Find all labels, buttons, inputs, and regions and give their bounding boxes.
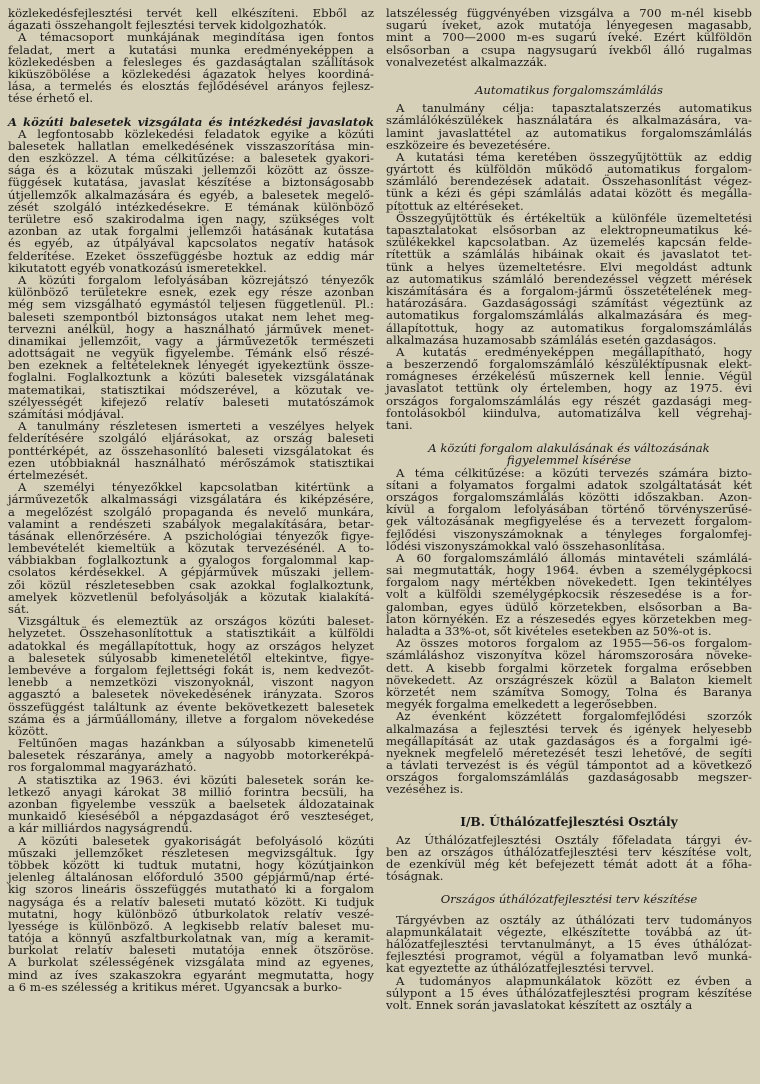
text-line: Az Úthálózatfejlesztési Osztály főfeladata tárgyi év- — [396, 832, 752, 847]
text-line: közlekedésben a felesleges és gazdaságtalan szállítások — [8, 54, 374, 69]
continuation-paragraph — [386, 7, 752, 68]
left-column — [8, 7, 374, 993]
text-line: tünk a helyes üzemeltetésre. Elvi megoldást adtunk — [386, 259, 752, 274]
paragraph — [386, 212, 752, 346]
paragraph — [386, 346, 752, 431]
text-line: letkező anyagi károkat 38 millió forintra becsüli, ha — [8, 784, 374, 799]
paragraph — [8, 835, 374, 993]
text-line: és egyéb, az útpályával kapcsolatos negatív hatások — [8, 236, 374, 251]
intro-paragraph-end — [8, 7, 374, 31]
text-line: országos forgalomszámlálás közötti időszakban. Azon- — [386, 489, 752, 504]
text-line: tatója a könnyű aszfaltburkolatnak van, míg a keramit- — [8, 931, 374, 946]
text-line: matematikai, statisztikai módszerével, a közutak ve- — [8, 382, 374, 397]
text-line: Tárgyévben az osztály az úthálózati terv tudományos — [396, 912, 752, 927]
text-line: között. — [8, 723, 49, 738]
text-line: tani. — [386, 418, 413, 432]
text-line: tése érhető el. — [8, 91, 94, 106]
text-line: nagysága és a relatív baleseti mutató között. Ki tudjuk — [8, 894, 374, 909]
text-line: A tanulmány részletesen ismerteti a veszélyes helyek — [18, 419, 374, 434]
text-line: lembevételét kiemeltük a közutak tervezésénél. A to- — [8, 541, 374, 556]
text-line: összefüggést találtunk az évente bekövetkezett balesetek — [8, 699, 374, 714]
section-auto-counting-body — [386, 102, 752, 431]
text-line: adatokkal és megállapítottuk, hogy az országos helyzet — [8, 638, 374, 653]
text-line: A kutatás eredményeképpen megállapítható, hogy — [396, 344, 752, 359]
text-line: kat egyeztette az úthálózatfejlesztési tervvel. — [386, 961, 655, 976]
text-line: kívül a forgalom lefolyásában történő törvényszerűsé- — [386, 502, 752, 517]
text-line: galomban, egyes üdülő körzetekben, elsősorban a Ba- — [386, 599, 752, 614]
text-line: mutatni, hogy különböző útburkolatok relatív veszé- — [8, 906, 374, 921]
text-line: Feltűnően magas hazánkban a súlyosabb kimenetelű — [18, 736, 374, 751]
text-line: lembevéve a forgalom fejlettségi fokát is, nem kedvezőt- — [8, 662, 374, 677]
paragraph — [8, 420, 374, 481]
text-line: feladat, mert a kutatási munka eredményeképpen a — [8, 42, 374, 57]
text-line: laton környékén. Ez a részesedés egyes körzetekben meg- — [386, 611, 752, 626]
section-road-network-dept-body — [386, 834, 752, 883]
text-line: a 6 m-es szélesség a kritikus méret. Ugyancsak a burko- — [8, 979, 342, 994]
text-line: az automatikus számláló berendezéssel végzett mérések — [386, 271, 752, 286]
text-line: amelyek közvetlenül befolyásolják a közutak kialakítá- — [8, 589, 374, 604]
text-line: ros forgalommal magyarázható. — [8, 760, 197, 775]
text-line: valamint a rendészeti szabályok megalakítására, betar- — [8, 516, 374, 531]
text-line: latszélesség függvényében vizsgálva a 700 m-nél kisebb — [386, 6, 752, 20]
text-line: de ezenkívül még két befejezett témát adott át a főha- — [386, 857, 752, 871]
text-line: fontolásokból kiindulva, automatizálva kell végrehaj- — [386, 405, 752, 420]
text-line: fejlesztési programot, végül a folyamatban levő munká- — [386, 949, 752, 964]
text-line: A személyi tényezőkkel kapcsolatban kitértünk a — [18, 480, 374, 495]
text-line: ben ezeknek a feltételeknek lényegét igyekeztünk össze- — [8, 358, 374, 373]
text-line: sága és a közutak műszaki jellemzői között az össze- — [8, 163, 374, 178]
text-line: lődési viszonyszámokkal való összehasonlítása. — [386, 538, 666, 553]
text-line: rítettük a számlálás hibáinak okait és javaslatot tet- — [386, 247, 752, 262]
text-line: országos forgalomszámlálás gazdaságosabb megszer- — [386, 770, 752, 785]
text-line: balesetek hallatlan emelkedésének visszaszorítása min- — [8, 138, 374, 153]
text-line: alkalmazása huzamosabb számlálás esetén gazdaságos. — [386, 332, 717, 347]
text-line: ezen utóbbiaknál használható mérőszámok statisztikai — [8, 455, 374, 470]
text-line: különböző területekre esnek, ezek egy része azonban — [8, 285, 374, 300]
text-line: aggasztó a balesetek növekedésének irányzata. Szoros — [8, 687, 374, 702]
paragraph — [386, 151, 752, 212]
text-line: volt a külföldi személygépkocsik részesedése is a for- — [386, 587, 752, 602]
text-line: ágazati összehangolt fejlesztési tervek kidolgozhatók. — [8, 18, 327, 33]
text-line: pítottuk az eltéréseket. — [386, 198, 524, 213]
text-line: forgalom nagy mértékben növekedett. Igen tekintélyes — [386, 575, 752, 590]
text-line: hálózatfejlesztési tervtanulmányt, a 15 éves úthálózat- — [386, 936, 752, 951]
text-line: ponttérképét, az összehasonlító baleseti vizsgálatokat és — [8, 443, 374, 458]
section-heading-traffic-trends-1: A közúti forgalom alakulásának és változásának — [428, 441, 710, 456]
paragraph — [8, 481, 374, 615]
text-line: ben az országos úthálózatfejlesztési terv készítése volt, — [386, 844, 752, 859]
text-line: csolatos kérdésekkel. A gépjárművek műszaki jellem- — [8, 565, 374, 580]
text-line: A tanulmány célja: tapasztalatszerzés automatikus — [396, 101, 752, 116]
text-line: a kár milliárdos nagyságrendű. — [8, 821, 193, 836]
text-line: azonban figyelembe vesszük a baelsetek áldozatainak — [8, 797, 374, 811]
paragraph — [386, 637, 752, 710]
text-line: alapmunkálatait végezte, elkészítette továbbá az út- — [386, 924, 752, 939]
text-line: vonalvezetést alkalmazzák. — [386, 54, 548, 69]
text-line: nyeknek megfelelő méretezését teszi lehetővé, de segíti — [386, 745, 752, 760]
text-line: javaslatot tettünk oly értelemben, hogy az 1975. évi — [386, 381, 752, 396]
paragraph — [386, 975, 752, 1012]
text-line: lyessége is különböző. A legkisebb relatív baleset mu- — [8, 918, 374, 933]
text-line: vezéséhez is. — [386, 782, 464, 797]
text-line: A közúti balesetek gyakoriságát befolyásoló közúti — [18, 833, 374, 848]
text-line: azonban az utak forgalmi jellemzői hatásának kutatása — [8, 224, 374, 239]
paragraph — [8, 274, 374, 420]
text-line: felderítése. Ezeket összefüggésbe hoztuk az eddig már — [8, 248, 374, 263]
section-traffic-trends-body — [386, 467, 752, 796]
section-heading-accidents: A közúti balesetek vizsgálata és intézkedési javaslatok — [8, 114, 374, 129]
text-line: Összegyűjtöttük és értékeltük a különféle üzemeltetési — [396, 210, 752, 225]
paragraph — [386, 710, 752, 795]
text-line: kiküszöbölése a közlekedési ágazatok helyes koordiná- — [8, 66, 374, 81]
text-line: zését szolgáló intézkedésekre. E témának különböző — [8, 199, 374, 214]
text-line: foglalni. Foglalkoztunk a közúti balesetek vizsgálatának — [8, 370, 374, 385]
text-line: kig szoros lineáris összefüggés mutatható ki a forgalom — [8, 882, 374, 897]
text-line: Az évenként közzétett forgalomfejlődési szorzók — [396, 709, 752, 724]
text-line: súlypont a 15 éves úthálózatfejlesztési program készítése — [386, 985, 752, 1000]
section-heading-traffic-trends-2: figyelemmel kísérése — [506, 453, 632, 468]
text-line: vábbiakban foglalkoztunk a gyalogos forgalommal kap- — [8, 553, 374, 568]
section-accidents-body — [8, 128, 374, 993]
text-line: A 60 forgalomszámláló állomás mintavételi számlálá- — [396, 550, 752, 565]
text-line: a balesetek súlyosabb kimenetelétől eltekintve, figye- — [8, 650, 374, 665]
text-line: számítási módjával. — [8, 407, 125, 421]
text-line: alkalmazása a fejlesztési tervek és igények helyesebb — [386, 721, 752, 736]
text-line: romágneses érzékelésű műszernek kell lennie. Végül — [386, 369, 752, 384]
text-line: szélyességét kifejező relatív baleseti mutatószámok — [8, 394, 374, 409]
text-line: kikutatott egyéb vonatkozású ismeretekkel. — [8, 260, 267, 275]
section-heading-road-network-dept: I/B. Úthálózatfejlesztési Osztály — [460, 814, 678, 829]
text-line: műszaki jellemzőket részletesen megvizsgáltuk. Így — [8, 845, 374, 860]
text-line: adottságait ne vegyük figyelembe. Témánk első részé- — [8, 346, 374, 361]
right-column — [386, 7, 752, 1011]
paragraph — [8, 774, 374, 835]
text-line: mind az íves szakaszokra egyaránt megmutatta, hogy — [8, 967, 374, 982]
text-line: Vizsgáltuk és elemeztük az országos közúti baleset- — [18, 614, 374, 629]
section-heading-national-plan: Országos úthálózatfejlesztési terv készítése — [440, 892, 698, 907]
text-line: sai megmutatták, hogy 1964. évben a személygépkocsi — [386, 563, 752, 578]
text-line: sugarú íveket, azok mutatója lényegesen magasabb, — [386, 18, 752, 33]
text-line: kiszámítására és a forgalom-jármű összetételének meg- — [386, 283, 752, 298]
text-line: sítani a folyamatos forgalmi adatok szolgáltatását két — [386, 477, 752, 492]
paragraph — [8, 615, 374, 737]
text-line: területre eső szakirodalma igen nagy, szükséges volt — [8, 212, 374, 226]
text-line: értelmezését. — [8, 467, 89, 482]
text-line: A téma célkitűzése: a közúti tervezés számára bizto- — [396, 465, 752, 480]
text-line: A tudományos alapmunkálatok között ez évben a — [396, 973, 752, 988]
text-line: gek változásának megfigyelése és a tervezett forgalom- — [386, 514, 752, 529]
text-line: növekedett. Az országrészek közül a Balaton kiemelt — [386, 672, 752, 687]
text-line: jelenleg általánosan előforduló 3500 gépjármű/nap érté- — [8, 870, 374, 885]
text-line: országos forgalomszámlálás egy részét gazdasági meg- — [386, 393, 752, 408]
text-line: balesetek részaránya, amely a nagyobb motorkerékpá- — [8, 748, 374, 763]
text-line: tervezni anélkül, hogy a használható járművek menet- — [8, 321, 374, 336]
text-line: közlekedésfejlesztési tervét kell elkészíteni. Ebből az — [8, 6, 374, 20]
text-line: tóságnak. — [386, 869, 444, 884]
section-heading-auto-counting: Automatikus forgalomszámlálás — [475, 82, 663, 97]
text-line: baleseti szempontból biztonságos utakat nem lehet meg- — [8, 309, 374, 324]
text-line: útjellemzők alkalmazására és egyéb, a balesetek megelő- — [8, 187, 374, 202]
text-line: eszközeire és bevezetésére. — [386, 137, 551, 152]
section-national-plan-body — [386, 914, 752, 1012]
paragraph — [386, 552, 752, 637]
text-line: A burkolat szélességének vizsgálata mind az egyenes, — [8, 955, 374, 970]
text-line: fejlődési viszonyszámoknak a tényleges forgalomfej- — [386, 526, 752, 541]
text-line: a távlati tervezést is és végül támpontot ad a következő — [386, 758, 752, 773]
text-line: den eszközzel. A téma célkitűzése: a balesetek gyakori- — [8, 151, 374, 166]
text-line: zői közül részletesebben csak azokkal foglalkoztunk, — [8, 577, 374, 592]
text-line: helyzetet. Összehasonlítottuk a statisztikáit a külföldi — [8, 626, 374, 641]
text-line: lamint javaslattétel az automatikus forgalomszámlálás — [386, 125, 752, 140]
paragraph — [386, 834, 752, 883]
text-line: sát. — [8, 602, 30, 616]
paragraph — [386, 467, 752, 552]
text-line: haladta a 33%-ot, sőt kivételes esetekben az 50%-ot is. — [386, 624, 712, 638]
text-line: elsősorban a csupa nagysugarú ívekből álló rugalmas — [386, 42, 752, 57]
text-line: volt. Ennek során javaslatokat készített az osztály a — [386, 997, 693, 1012]
text-line: munkaidő kieséséből a népgazdaságot érő veszteséget, — [8, 809, 374, 824]
text-line: a megelőzést szolgáló propaganda és nevelő munkára, — [8, 504, 374, 519]
text-line: többek között ki tudtuk mutatni, hogy közútjainkon — [8, 857, 374, 872]
text-line: száma és a járműállomány, illetve a forgalom növekedése — [8, 711, 374, 726]
text-line: A közúti forgalom lefolyásában közrejátszó tényezők — [18, 272, 374, 287]
text-line: A témacsoport munkájának megindítása igen fontos — [18, 30, 374, 45]
text-line: lása, a termelés és elosztás fejlődésével arányos fejlesz- — [8, 79, 374, 94]
text-line: még sem vizsgálható egymástól teljesen függetlenül. Pl.: — [8, 297, 374, 312]
text-line: megyék forgalma emelkedett a legerősebben. — [386, 697, 658, 712]
text-line: számláláshoz viszonyítva közel háromszorosára növeke- — [386, 648, 752, 663]
text-line: Az összes motoros forgalom az 1955—56-os forgalom- — [396, 636, 752, 651]
text-line: lenebb a nemzetközi viszonyoknál, viszont nagyon — [8, 675, 374, 690]
intro-paragraph-2 — [8, 31, 374, 104]
paragraph — [8, 737, 374, 774]
text-line: mint a 700—2000 m-es sugarú íveké. Ezért külföldön — [386, 30, 752, 45]
text-line: szülékekkel kapcsolatban. Az üzemelés kapcsán felde- — [386, 235, 752, 250]
text-line: gyártott és külföldön működő automatikus forgalom- — [386, 162, 752, 177]
text-line: számlálókészülékek használatára és alkalmazására, va- — [386, 113, 752, 128]
text-line: körzetét nem számítva Somogy, Tolna és Baranya — [386, 684, 752, 699]
paragraph — [386, 914, 752, 975]
text-line: A legfontosabb közlekedési feladatok egyike a közúti — [18, 126, 374, 141]
text-line: dett. A kisebb forgalmi körzetek forgalma erősebben — [386, 660, 752, 675]
paragraph — [8, 128, 374, 274]
text-line: számláló berendezések adatait. Összehasonlítást végez- — [386, 174, 752, 189]
text-line: a beszerzendő forgalomszámláló készüléktípusnak elekt- — [386, 357, 752, 372]
text-line: burkolat relatív baleseti mutatója ennek ötszöröse. — [8, 943, 374, 958]
text-line: tünk a kézi és gépi számlálás adatai között és megálla- — [386, 186, 752, 201]
text-line: A kutatási téma keretében összegyűjtöttük az eddig — [396, 149, 752, 164]
text-line: tapasztalatokat elsősorban az elektropneumatikus ké- — [386, 223, 752, 237]
text-line: automatikus forgalomszámlálás alkalmazására és meg- — [386, 308, 752, 323]
text-line: felderítésére szolgáló eljárásokat, az ország baleseti — [8, 431, 374, 446]
text-line: járművezetők alkalmassági vizsgálatára és kiképzésére, — [8, 492, 374, 507]
text-line: állapítottuk, hogy az automatikus forgalomszámlálás — [386, 320, 752, 335]
text-line: határozására. Gazdaságossági számítást végeztünk az — [386, 296, 752, 311]
paragraph — [386, 102, 752, 151]
text-line: függések kutatása, javaslat készítése a biztonságosabb — [8, 175, 374, 190]
text-line: tásának ellenőrzésére. A pszichológiai tényezők figye- — [8, 528, 374, 543]
text-line: megállapítását az utak gazdaságos és a forgalmi igé- — [386, 733, 752, 748]
text-line: dinamikai jellemzőit, vagy a járművezetők természeti — [8, 333, 374, 348]
text-line: A statisztika az 1963. évi közúti balesetek során ke- — [18, 772, 374, 787]
